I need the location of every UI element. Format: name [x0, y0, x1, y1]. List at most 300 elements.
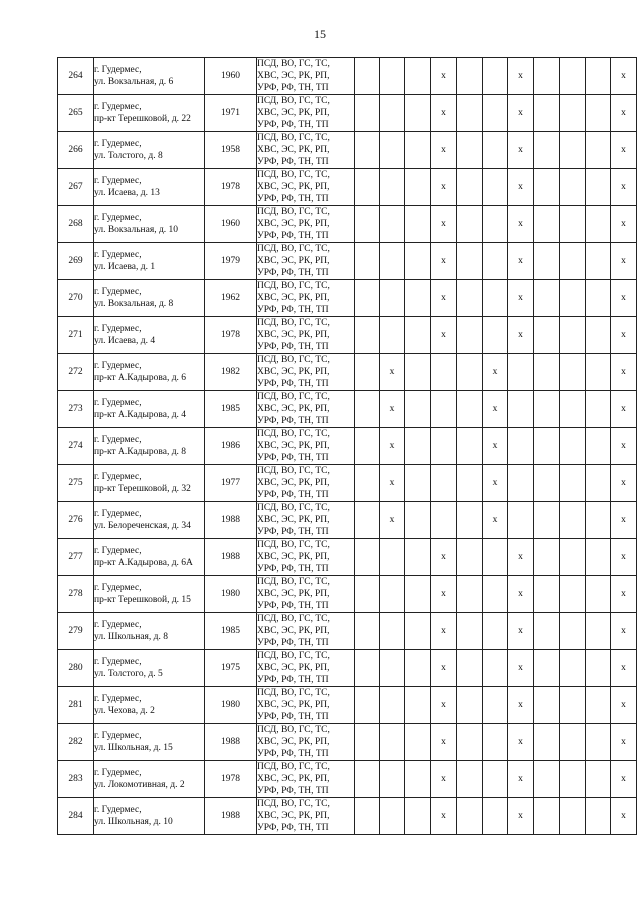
works-list	[257, 243, 355, 280]
mark-cell-last: x	[611, 539, 637, 576]
mark-cell	[355, 465, 380, 502]
mark-cell	[355, 354, 380, 391]
mark-cell	[560, 465, 586, 502]
mark-cell	[355, 391, 380, 428]
mark-cell	[355, 576, 380, 613]
works-line: УРФ, РФ, ТН, ТП	[257, 749, 329, 759]
mark-cell	[355, 761, 380, 798]
works-list	[257, 206, 355, 243]
mark-cell	[405, 798, 431, 835]
works-list	[257, 724, 355, 761]
mark-cell	[457, 206, 483, 243]
mark-cell: x	[483, 354, 508, 391]
building-registry-table	[57, 57, 637, 835]
address-cell	[94, 169, 205, 206]
table-row	[58, 687, 637, 724]
table-row	[58, 132, 637, 169]
row-number: 269	[58, 243, 94, 280]
year-built: 1980	[205, 687, 257, 724]
table-row	[58, 317, 637, 354]
address-street: пр-кт А.Кадырова, д. 8	[94, 447, 187, 457]
works-line: ПСД, ВО, ГС, ТС,	[257, 318, 330, 328]
mark-cell	[560, 317, 586, 354]
mark-cell	[457, 354, 483, 391]
row-number: 278	[58, 576, 94, 613]
mark-cell	[405, 761, 431, 798]
address-city: г. Гудермес,	[94, 324, 142, 334]
address-cell	[94, 724, 205, 761]
mark-cell	[457, 539, 483, 576]
works-line: УРФ, РФ, ТН, ТП	[257, 120, 329, 130]
address-city: г. Гудермес,	[94, 139, 142, 149]
mark-cell	[586, 95, 611, 132]
mark-cell	[483, 243, 508, 280]
works-list	[257, 58, 355, 95]
mark-cell	[560, 687, 586, 724]
mark-cell	[457, 465, 483, 502]
works-line: УРФ, РФ, ТН, ТП	[257, 712, 329, 722]
mark-cell	[483, 576, 508, 613]
mark-cell	[355, 317, 380, 354]
works-list	[257, 576, 355, 613]
mark-cell	[586, 576, 611, 613]
mark-cell	[560, 428, 586, 465]
address-cell	[94, 354, 205, 391]
works-list	[257, 650, 355, 687]
mark-cell	[457, 280, 483, 317]
table-row	[58, 58, 637, 95]
mark-cell	[457, 687, 483, 724]
works-list	[257, 317, 355, 354]
mark-cell-last: x	[611, 613, 637, 650]
mark-cell-last: x	[611, 132, 637, 169]
mark-cell: x	[431, 687, 457, 724]
mark-cell	[380, 724, 405, 761]
year-built: 1975	[205, 650, 257, 687]
mark-cell: x	[508, 539, 534, 576]
address-street: ул. Вокзальная, д. 8	[94, 299, 174, 309]
mark-cell	[508, 502, 534, 539]
mark-cell-last: x	[611, 58, 637, 95]
mark-cell: x	[508, 613, 534, 650]
mark-cell	[560, 761, 586, 798]
address-street: ул. Чехова, д. 2	[94, 706, 155, 716]
mark-cell	[560, 169, 586, 206]
mark-cell: x	[508, 761, 534, 798]
address-cell	[94, 428, 205, 465]
mark-cell	[586, 687, 611, 724]
year-built: 1988	[205, 539, 257, 576]
mark-cell	[355, 206, 380, 243]
works-line: ПСД, ВО, ГС, ТС,	[257, 392, 330, 402]
works-line: ХВС, ЭС, РК, РП,	[257, 515, 330, 525]
mark-cell	[405, 465, 431, 502]
mark-cell: x	[431, 317, 457, 354]
works-line: ПСД, ВО, ГС, ТС,	[257, 577, 330, 587]
table-row	[58, 761, 637, 798]
works-list	[257, 539, 355, 576]
mark-cell-last: x	[611, 761, 637, 798]
mark-cell	[405, 58, 431, 95]
mark-cell	[457, 724, 483, 761]
mark-cell	[355, 58, 380, 95]
mark-cell	[380, 95, 405, 132]
address-street: пр-кт Терешковой, д. 15	[94, 595, 191, 605]
works-line: УРФ, РФ, ТН, ТП	[257, 786, 329, 796]
works-line: ПСД, ВО, ГС, ТС,	[257, 96, 330, 106]
mark-cell	[405, 650, 431, 687]
mark-cell	[405, 687, 431, 724]
mark-cell	[355, 613, 380, 650]
mark-cell	[508, 354, 534, 391]
address-cell	[94, 687, 205, 724]
address-city: г. Гудермес,	[94, 546, 142, 556]
address-street: пр-кт Терешковой, д. 22	[94, 114, 191, 124]
mark-cell	[534, 650, 560, 687]
mark-cell-last: x	[611, 206, 637, 243]
mark-cell: x	[508, 650, 534, 687]
mark-cell-last: x	[611, 798, 637, 835]
mark-cell	[380, 539, 405, 576]
address-street: ул. Вокзальная, д. 10	[94, 225, 179, 235]
address-city: г. Гудермес,	[94, 65, 142, 75]
mark-cell: x	[431, 724, 457, 761]
row-number: 280	[58, 650, 94, 687]
year-built: 1977	[205, 465, 257, 502]
mark-cell	[534, 724, 560, 761]
mark-cell	[380, 169, 405, 206]
address-street: ул. Белореченская, д. 34	[94, 521, 191, 531]
mark-cell	[355, 428, 380, 465]
address-city: г. Гудермес,	[94, 694, 142, 704]
mark-cell: x	[431, 206, 457, 243]
mark-cell	[560, 354, 586, 391]
mark-cell	[405, 280, 431, 317]
mark-cell	[534, 95, 560, 132]
works-list	[257, 798, 355, 835]
mark-cell	[560, 243, 586, 280]
address-city: г. Гудермес,	[94, 472, 142, 482]
works-line: УРФ, РФ, ТН, ТП	[257, 342, 329, 352]
mark-cell	[586, 465, 611, 502]
mark-cell	[457, 576, 483, 613]
works-list	[257, 613, 355, 650]
address-street: пр-кт Терешковой, д. 32	[94, 484, 191, 494]
mark-cell	[483, 317, 508, 354]
works-list	[257, 502, 355, 539]
year-built: 1958	[205, 132, 257, 169]
works-line: ХВС, ЭС, РК, РП,	[257, 367, 330, 377]
year-built: 1962	[205, 280, 257, 317]
works-line: ХВС, ЭС, РК, РП,	[257, 811, 330, 821]
mark-cell	[405, 354, 431, 391]
works-line: ПСД, ВО, ГС, ТС,	[257, 466, 330, 476]
mark-cell: x	[483, 465, 508, 502]
mark-cell	[560, 58, 586, 95]
works-line: УРФ, РФ, ТН, ТП	[257, 379, 329, 389]
address-street: ул. Исаева, д. 1	[94, 262, 156, 272]
mark-cell	[431, 428, 457, 465]
mark-cell: x	[380, 354, 405, 391]
address-city: г. Гудермес,	[94, 176, 142, 186]
mark-cell	[483, 132, 508, 169]
mark-cell	[534, 465, 560, 502]
address-street: ул. Толстого, д. 8	[94, 151, 163, 161]
mark-cell	[534, 576, 560, 613]
year-built: 1985	[205, 391, 257, 428]
mark-cell	[355, 687, 380, 724]
row-number: 276	[58, 502, 94, 539]
mark-cell	[586, 354, 611, 391]
mark-cell	[457, 132, 483, 169]
mark-cell	[483, 650, 508, 687]
mark-cell	[380, 761, 405, 798]
mark-cell-last: x	[611, 724, 637, 761]
works-line: ПСД, ВО, ГС, ТС,	[257, 688, 330, 698]
mark-cell	[586, 724, 611, 761]
works-line: ПСД, ВО, ГС, ТС,	[257, 614, 330, 624]
row-number: 264	[58, 58, 94, 95]
row-number: 274	[58, 428, 94, 465]
works-line: ПСД, ВО, ГС, ТС,	[257, 651, 330, 661]
mark-cell	[380, 132, 405, 169]
address-city: г. Гудермес,	[94, 435, 142, 445]
works-list	[257, 280, 355, 317]
mark-cell	[534, 280, 560, 317]
row-number: 268	[58, 206, 94, 243]
mark-cell: x	[508, 95, 534, 132]
table-body	[58, 58, 637, 835]
mark-cell	[355, 132, 380, 169]
works-line: ХВС, ЭС, РК, РП,	[257, 774, 330, 784]
works-line: ПСД, ВО, ГС, ТС,	[257, 799, 330, 809]
mark-cell: x	[508, 724, 534, 761]
address-cell	[94, 539, 205, 576]
mark-cell-last: x	[611, 391, 637, 428]
mark-cell: x	[380, 502, 405, 539]
mark-cell	[405, 724, 431, 761]
mark-cell	[483, 539, 508, 576]
mark-cell	[355, 95, 380, 132]
mark-cell	[483, 58, 508, 95]
mark-cell	[534, 206, 560, 243]
address-street: пр-кт А.Кадырова, д. 6А	[94, 558, 193, 568]
mark-cell	[560, 280, 586, 317]
mark-cell	[508, 428, 534, 465]
mark-cell	[534, 169, 560, 206]
mark-cell-last: x	[611, 687, 637, 724]
address-street: ул. Толстого, д. 5	[94, 669, 163, 679]
mark-cell: x	[508, 243, 534, 280]
mark-cell	[586, 280, 611, 317]
mark-cell	[508, 391, 534, 428]
mark-cell: x	[508, 798, 534, 835]
mark-cell-last: x	[611, 95, 637, 132]
address-cell	[94, 502, 205, 539]
address-city: г. Гудермес,	[94, 102, 142, 112]
mark-cell	[534, 132, 560, 169]
works-line: ПСД, ВО, ГС, ТС,	[257, 503, 330, 513]
address-street: ул. Исаева, д. 4	[94, 336, 156, 346]
mark-cell	[534, 613, 560, 650]
row-number: 277	[58, 539, 94, 576]
mark-cell	[586, 58, 611, 95]
works-line: ХВС, ЭС, РК, РП,	[257, 293, 330, 303]
year-built: 1978	[205, 761, 257, 798]
mark-cell	[457, 613, 483, 650]
mark-cell	[405, 206, 431, 243]
mark-cell	[586, 798, 611, 835]
mark-cell: x	[380, 428, 405, 465]
mark-cell	[355, 724, 380, 761]
mark-cell	[560, 724, 586, 761]
mark-cell	[355, 280, 380, 317]
mark-cell	[560, 576, 586, 613]
mark-cell: x	[483, 391, 508, 428]
mark-cell	[405, 539, 431, 576]
row-number: 282	[58, 724, 94, 761]
address-cell	[94, 650, 205, 687]
mark-cell	[457, 502, 483, 539]
mark-cell	[431, 354, 457, 391]
address-city: г. Гудермес,	[94, 250, 142, 260]
mark-cell: x	[508, 687, 534, 724]
mark-cell-last: x	[611, 317, 637, 354]
mark-cell	[405, 428, 431, 465]
table-row	[58, 502, 637, 539]
mark-cell	[508, 465, 534, 502]
year-built: 1979	[205, 243, 257, 280]
mark-cell-last: x	[611, 465, 637, 502]
works-list	[257, 132, 355, 169]
year-built: 1986	[205, 428, 257, 465]
year-built: 1988	[205, 502, 257, 539]
year-built: 1960	[205, 58, 257, 95]
works-line: УРФ, РФ, ТН, ТП	[257, 268, 329, 278]
mark-cell	[431, 502, 457, 539]
address-city: г. Гудермес,	[94, 213, 142, 223]
works-line: ХВС, ЭС, РК, РП,	[257, 737, 330, 747]
year-built: 1980	[205, 576, 257, 613]
works-line: УРФ, РФ, ТН, ТП	[257, 194, 329, 204]
table-row	[58, 576, 637, 613]
mark-cell: x	[508, 58, 534, 95]
works-line: ХВС, ЭС, РК, РП,	[257, 145, 330, 155]
mark-cell-last: x	[611, 650, 637, 687]
address-city: г. Гудермес,	[94, 768, 142, 778]
mark-cell-last: x	[611, 428, 637, 465]
works-line: ХВС, ЭС, РК, РП,	[257, 256, 330, 266]
mark-cell	[483, 206, 508, 243]
mark-cell-last: x	[611, 243, 637, 280]
mark-cell	[534, 391, 560, 428]
mark-cell	[534, 798, 560, 835]
mark-cell-last: x	[611, 280, 637, 317]
row-number: 283	[58, 761, 94, 798]
mark-cell	[586, 613, 611, 650]
mark-cell	[457, 317, 483, 354]
mark-cell	[586, 539, 611, 576]
mark-cell: x	[431, 280, 457, 317]
row-number: 284	[58, 798, 94, 835]
works-line: ХВС, ЭС, РК, РП,	[257, 108, 330, 118]
mark-cell	[355, 243, 380, 280]
mark-cell	[355, 169, 380, 206]
works-line: ПСД, ВО, ГС, ТС,	[257, 59, 330, 69]
works-line: ПСД, ВО, ГС, ТС,	[257, 355, 330, 365]
mark-cell: x	[431, 243, 457, 280]
mark-cell	[457, 761, 483, 798]
row-number: 270	[58, 280, 94, 317]
address-city: г. Гудермес,	[94, 398, 142, 408]
table-row	[58, 95, 637, 132]
mark-cell	[405, 317, 431, 354]
works-line: ПСД, ВО, ГС, ТС,	[257, 207, 330, 217]
address-cell	[94, 243, 205, 280]
works-line: УРФ, РФ, ТН, ТП	[257, 601, 329, 611]
mark-cell	[380, 58, 405, 95]
works-line: ХВС, ЭС, РК, РП,	[257, 219, 330, 229]
table-row	[58, 724, 637, 761]
address-street: пр-кт А.Кадырова, д. 4	[94, 410, 187, 420]
mark-cell	[380, 798, 405, 835]
row-number: 279	[58, 613, 94, 650]
year-built: 1978	[205, 169, 257, 206]
address-street: ул. Школьная, д. 8	[94, 632, 168, 642]
address-cell	[94, 613, 205, 650]
works-line: ХВС, ЭС, РК, РП,	[257, 478, 330, 488]
mark-cell	[586, 169, 611, 206]
address-street: ул. Исаева, д. 13	[94, 188, 160, 198]
address-cell	[94, 798, 205, 835]
address-cell	[94, 576, 205, 613]
mark-cell	[560, 539, 586, 576]
mark-cell: x	[431, 650, 457, 687]
mark-cell	[534, 243, 560, 280]
mark-cell	[534, 502, 560, 539]
works-list	[257, 761, 355, 798]
works-line: ХВС, ЭС, РК, РП,	[257, 404, 330, 414]
mark-cell	[483, 280, 508, 317]
mark-cell: x	[431, 169, 457, 206]
table-row	[58, 169, 637, 206]
table-row	[58, 391, 637, 428]
address-cell	[94, 280, 205, 317]
mark-cell	[534, 687, 560, 724]
address-cell	[94, 465, 205, 502]
mark-cell: x	[431, 761, 457, 798]
mark-cell	[483, 613, 508, 650]
mark-cell	[560, 650, 586, 687]
mark-cell	[534, 761, 560, 798]
mark-cell	[355, 798, 380, 835]
works-line: УРФ, РФ, ТН, ТП	[257, 823, 329, 833]
address-street: ул. Школьная, д. 15	[94, 743, 173, 753]
mark-cell	[560, 95, 586, 132]
works-line: ПСД, ВО, ГС, ТС,	[257, 244, 330, 254]
mark-cell	[534, 58, 560, 95]
works-list	[257, 391, 355, 428]
mark-cell	[380, 317, 405, 354]
works-line: УРФ, РФ, ТН, ТП	[257, 638, 329, 648]
works-line: ХВС, ЭС, РК, РП,	[257, 330, 330, 340]
works-line: УРФ, РФ, ТН, ТП	[257, 453, 329, 463]
works-line: ХВС, ЭС, РК, РП,	[257, 552, 330, 562]
mark-cell	[380, 576, 405, 613]
mark-cell	[534, 428, 560, 465]
mark-cell: x	[431, 539, 457, 576]
works-line: ПСД, ВО, ГС, ТС,	[257, 429, 330, 439]
